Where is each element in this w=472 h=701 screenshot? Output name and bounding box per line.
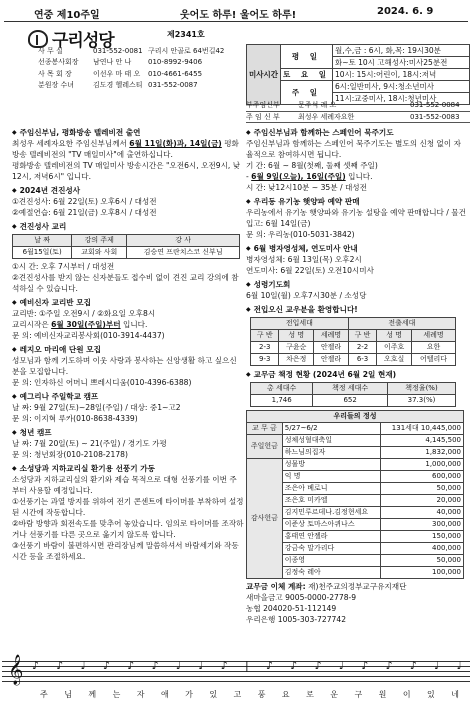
kyomu-table: 총 세대수 책정 세대수 책정율(%) 1,746 652 37.3(%) <box>250 382 456 407</box>
mass-label: 미사시간 <box>247 45 281 105</box>
table-row: 9-3 차은정 안젤라 6-3 오호실 어텔리다 <box>251 354 456 366</box>
notice-fans: ◆ 소성당과 지하교리실 환기용 선풍기 가동 소성당과 지하교리실의 환기와 제습 목적으로 대형 선풍기를 이번 주부터 사용할 예정입니다. ①선풍기는 과열 방지를 위하여 전기 콘센트에 타이머를 부착하여 설정된 시간에 작동합니다. ②바람 방향과 회전속도를 맞추어 놓았습니다. 임의로 타이머를 조작하거나 선풍기를 다른 곳으로 옮기지 않도록 합니다. ③선풍기 바람이 불편하시면 관리장님께 말씀하셔서 바람세기와 작동 시간 등을 조절하세요. <box>12 463 244 562</box>
notice-confirmation: ◆ 2024년 견진성사 ①견진성사: 6월 22일(토) 오후6시 / 대성전 ②예절연습: 6월 21일(금) 오후8시 / 대성전 <box>12 185 244 218</box>
church-logo-icon <box>28 30 48 48</box>
table-row: 2-3 구윤순 안젤라 2-2 이주호 요한 <box>251 342 456 354</box>
notice-youth-camp: ◆ 청년 캠프 날 짜: 7월 20일(토) ~ 21(주일) / 경기도 가평 문 의: 청년회장(010-2108-2178) <box>12 427 244 460</box>
mass-schedule: 미사시간 평 일 월,수,금 : 6시, 화,목: 19시30분 화~토 10시 고해성사:미사25분전 토 요 일 10시: 15시:어린이, 18시:저녁 주 일 6시:일반미사, 9시:청소년미사 11시:교중미사, 18시:청년미사 <box>246 44 470 105</box>
bulletin-header <box>0 0 472 22</box>
notice-confirmation-class: ◆ 견진성사 교리 날 짜 강의 주제 강 사 6월15일(토) 교회와 사회 김승연 프란치스코 신부님 ①시 간: 오후 7시부터 / 대성전 ②견진성사를 받지 않는 신자분들도 접수비 없이 견진 교리 강의에 참석하실 수 있습니다. <box>12 221 244 294</box>
class-table: 날 짜 강의 주제 강 사 6월15일(토) 교회와 사회 김승연 프란치스코 신부님 <box>12 234 240 259</box>
contact-list <box>38 46 224 91</box>
contact-row: 분원장 수녀 김도경 헬레스티 031-552-0087 <box>38 80 198 89</box>
music-staff <box>2 655 470 701</box>
notice-legio: ◆ 레지오 마리애 단원 모집 성모님과 함께 기도하며 이웃 사랑과 봉사하는 신앙생활 하고 싶으신 분을 모집합니다. 문 의: 인자하신 어머니 쁘레시디움(010-4396-6388) <box>12 344 244 388</box>
parish-name: 구리성당 <box>52 31 114 51</box>
staff-row: 부주임신부 문주석 레 오 031-552-0084 <box>246 100 470 112</box>
notice-prayer-meeting: ◆ 성령기도회 6월 10일(월) 오후7시30분 / 소성당 <box>246 279 468 301</box>
left-column <box>12 124 244 562</box>
mass-saturday-label: 토 요 일 <box>280 69 332 81</box>
slogan: 웃어도 하루! 울어도 하루! <box>180 10 297 21</box>
notice-catechumen: ◆ 예비신자 교리반 모집 교리반: ①주일 오전9시 / ②화요일 오후8시 교리시작은 6월 30일(주일)부터 입니다. 문 의: 예비신자교리봉사회(010-3914-4437) <box>12 297 244 341</box>
music-notes: ♪ ♪ ♩ ♪ ♪ ♪ ♩ ♩ ♪ | ♪ ♪ ♪ ♩ ♪ ♪ ♪ ♩ ♩ <box>32 659 462 672</box>
issue-date: 2024. 6. 9 <box>377 6 434 17</box>
notice-new-members: ◆ 전입오신 교우분을 환영합니다! 전입세대 전출세대 구 반 성 명 세례명 구 반 성 명 세례명 2-3 구윤순 안젤라 2-2 이주호 요한 9-3 차은정 안젤라 6-3 오호실 어텔리다 <box>246 304 468 366</box>
offerings-table: 우리들의 정성 교 무 금 5/27~6/2 131세대 10,445,000 주일헌금 성체성혈대축일 4,145,500 하느님의집자 1,832,000 감사헌금 성물방 1,000,000 익 명 600,000 조은아 베로니 50,000 조은호 미카엘 20,000 김지민루르데나.김정현세요 40,000 이준상 토마스아퀴나스 300,000 홍태연 안젤라 150,000 강금숙 말가리다 400,000 이종영 50,000 김정숙 레아 100,000 <box>246 410 464 579</box>
priest-contacts <box>246 100 470 123</box>
offerings-title: 우리들의 정성 <box>247 411 464 423</box>
mass-sunday-label: 주 일 <box>280 81 332 105</box>
contact-row: 사 목 회 장 이선우 마 태 오 010-4661-6455 <box>38 69 203 78</box>
notice-rosary: ◆ 주임신부님과 함께하는 스페인어 묵주기도 주임신부님과 함께하는 스페인어 묵주기도는 별도의 신청 없이 자율적으로 참여하시면 됩니다. 기 간: 6월 ~ 8월(첫째, 둘째 셋째 주일) - 6월 9일(오늘), 16일(주일) 입니다. 시 간: 낮12시10분 ~ 35분 / 대성전 <box>246 127 468 193</box>
issue-number: 제2341호 <box>167 30 205 39</box>
contact-row: 선종봉사회장 남연나 안 나 010-8992-9406 <box>38 58 203 67</box>
contact-row: 사 무 실 031-552-0081 구리시 안골로 64번길42 <box>38 47 225 55</box>
notice-tv-mass: ◆ 주임신부님, 평화방송 텔레비전 출연 최성우 세례자요한 주임신부님께서 6월 11일(화)과, 14일(금) 평화방송 텔레비전의 "TV 매일미사"에 출연하십니다. 평화방송 텔레비전의 TV 매일미사 방송시간은 "오전6시, 오전9시, 낮12시, 저녁6시" 입니다. <box>12 127 244 182</box>
week-title: 연중 제10주일 <box>34 10 100 21</box>
right-column <box>246 124 468 625</box>
account-info: 교무금 이체 계좌: 재)천주교의정부교구유지재단 새마을금고 9005-0000-2778-9 농협 204020-51-112149 우리은행 1005-303-727742 <box>246 582 407 624</box>
music-lyrics: 주 님 께 는 자 애 가 있 고 풍 요 로 운 구 원 이 있 네 <box>40 690 460 699</box>
notice-sick-communion: ◆ 6월 병자영성체, 연도미사 안내 병자영성체: 6월 13일(목) 오후2시 연도미사: 6월 22일(토) 오전10시미사 <box>246 243 468 276</box>
treble-clef-icon: 𝄞 <box>8 655 24 685</box>
staff-row: 주 임 신 부 최성우 세례자요한 031-552-0083 <box>246 112 470 124</box>
header-divider <box>4 21 468 22</box>
notice-kyomu-status: ◆ 교무금 책정 현황 (2024년 6월 2일 현재) 총 세대수 책정 세대수 책정율(%) 1,746 652 37.3(%) <box>246 369 468 407</box>
notice-sunday-school-camp: ◆ 예그리나 주일학교 캠프 날 짜: 9월 27일(토)~28일(주일) / 대상: 중1~고2 문 의: 이지혁 루카(010-8638-4339) <box>12 391 244 424</box>
mass-weekday-label: 평 일 <box>280 45 332 69</box>
notice-onion-sale: ◆ 우리동 유기농 햇양파 예약 판매 우리농에서 유기농 햇양파와 유기농 설탕을 예약 판매합니다 / 물건 입고: 6월 14일(금) 문 의: 우리농(010-5031-3842) <box>246 196 468 240</box>
members-table: 전입세대 전출세대 구 반 성 명 세례명 구 반 성 명 세례명 2-3 구윤순 안젤라 2-2 이주호 요한 9-3 차은정 안젤라 6-3 오호실 어텔리다 <box>250 317 456 366</box>
